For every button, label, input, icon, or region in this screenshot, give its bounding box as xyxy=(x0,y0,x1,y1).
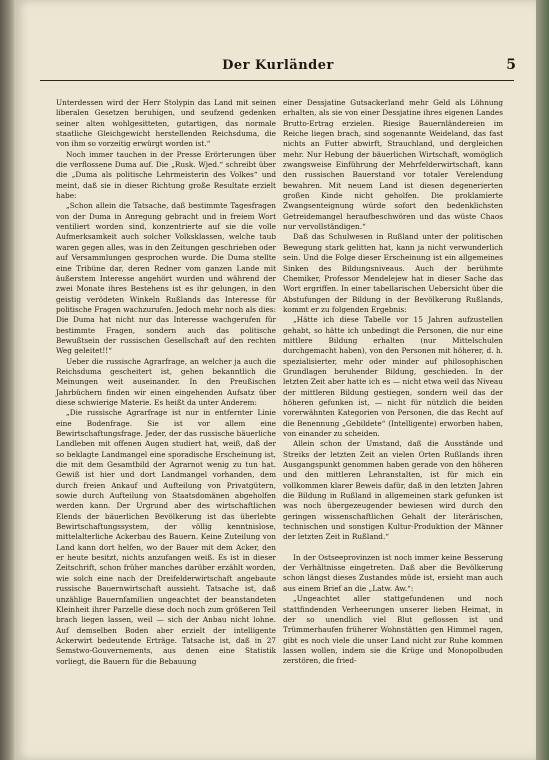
page-edge xyxy=(536,0,549,760)
header-rule xyxy=(40,80,514,81)
book-spine-shadow xyxy=(0,0,14,760)
paragraph: einer Dessjatine Gutsackerland mehr Geld als Löhnung erhalten, als sie von einer Dessjatine ihres eigenen Landes Brutto-Ertrag erzielen. Riesige Bauernländereien im Reiche liegen brach, sind sogenannte Weideland, das fast nichts an Futter abwirft, Strauchland, und dergleichen mehr. Nur Hebung der bäuerlichen Wirtschaft, womöglich zwangsweise Einführung der Mehrfelderwirtschaft, kann den russischen Bauerstand vor totaler Verelendung bewahren. Mit neuem Land ist diesen degenerierten großen Kinde nicht geholfen. Die proklamierte Zwangsenteignung würde sofort den bedenklichsten Getreidemangel heraufbeschwören und das wüste Chaos nur vervollständigen.“ xyxy=(283,98,503,232)
paragraph: „Schon allein die Tatsache, daß bestimmte Tagesfragen von der Duma in Anregung gebracht und in freiem Wort ventiliert worden sind, konzentrierte auf sie die volle Aufmerksamkeit auch solcher Volksklassen, welche taub waren gegen alles, was in den Zeitungen geschrieben oder auf Versammlungen gesprochen wurde. Die Duma stellte eine Tribüne dar, deren Redner vom ganzen Lande mit äußerstem Interesse angehört wurden und während der zwei Monate ihres Bestehens ist es ihr gelungen, in den geistig verödeten Winkeln Rußlands das Interesse für politische Fragen wachzurufen. Jedoch mehr noch als dies: Die Duma hat nicht nur das Interesse wachgerufen für bestimmte Fragen, sondern auch das politische Bewußtsein der russischen Gesellschaft auf den rechten Weg geleitet!!“ xyxy=(56,201,276,356)
paragraph: Unterdessen wird der Herr Stolypin das Land mit seinen liberalen Gesetzen beruhigen, und seufzend gedenken seiner alten wohlgesitteten, gutartigen, das normale staatliche Gleichgewicht herstellenden Reichsduma, die von ihm so vorzeitig erwürgt worden ist.“ xyxy=(56,98,276,149)
paragraph: „Ungeachtet aller stattgefundenen und noch stattfindenden Verheerungen unserer lieben Heimat, in der so unendlich viel Blut geflossen ist und Trümmerhaufen früherer Wohnstätten gen Himmel ragen, gibt es noch viele die unser Land nicht zur Ruhe kommen lassen wollen, indem sie die Krüge und Monopolbuden zerstören, die fried- xyxy=(283,594,503,666)
text-column-left xyxy=(56,98,276,667)
paragraph: Noch immer tauchen in der Presse Erörterungen über die verflossene Duma auf. Die „Rusk. Wjed.“ schreibt über die „Duma als politische Lehrmeisterin des Volkes“ und meint, daß sie in dieser Richtung große Resultate erzielt habe: xyxy=(56,149,276,201)
paragraph: „Hätte ich diese Tabelle vor 15 Jahren aufzustellen gehabt, so hätte ich unbedingt die Personen, die nur eine mittlere Bildung erhalten (nur Mittelschulen durchgemacht haben), von den Personen mit höherer, d. h. spezialisierter, mehr oder minder auf philosophischen Grundlagen beruhender Bildung, geschieden. In der letzten Zeit aber hatte ich es — nicht etwa weil das Niveau der mittleren Bildung gestiegen, sondern weil das der höheren gefunken ist, — nicht für nützlich die beiden vorerwähnten Kategorien von Personen, die das Recht auf die Benennung „Gebildete“ (Intelligente) erworben haben, von einander zu scheiden. xyxy=(283,315,503,438)
paragraph: In der Ostseeprovinzen ist noch immer keine Besserung der Verhältnisse eingetreten. Daß aber die Bevölkerung schon längst dieses Zustandes müde ist, ersieht man auch aus einem Brief an die „Latw. Aw.“: xyxy=(283,552,503,593)
paragraph: Allein schon der Umstand, daß die Ausstände und Streiks der letzten Zeit an vielen Orten Rußlands ihren Ausgangspunkt genommen haben gerade von den höheren und den mittleren Lehranstalten, ist für mich ein vollkommen klarer Beweis dafür, daß in den letzten Jahren die Bildung in Rußland in allgemeinen stark gefunken ist was noch übergezeugender bewiesen wird durch den geringen wissenschaftlichen Gehalt der literärischen, technischen und sonstigen Kultur-Produktion der Männer der letzten Zeit in Rußland.“ xyxy=(283,439,503,542)
paragraph: Daß das Schulwesen in Rußland unter der politischen Bewegung stark gelitten hat, kann ja nicht verwunderlich sein. Und die Folge dieser Erscheinung ist ein allgemeines Sinken des Bildungsniveaus. Auch der berühmte Chemiker, Professor Mendelejew hat in dieser Sache das Wort ergriffen. In einer tabellarischen Uebersicht über die Abstufungen der Bildung in der Bevölkerung Rußlands, kommt er zu folgenden Ergebnis: xyxy=(283,232,503,314)
running-title: Der Kurländer xyxy=(222,58,334,73)
paragraph: „Die russische Agrarfrage ist nur in entfernter Linie eine Bodenfrage. Sie ist vor allem eine Bewirtschaftungsfrage. Jeder, der das russische bäuerliche Landleben mit offenen Augen studiert hat, weiß, daß der so beklagte Landmangel eine sporadische Erscheinung ist, die mit dem Gesamtbild der Agrarnot wenig zu tun hat. Gewiß ist hier und dort Landmangel vorhanden, dem durch freien Ankauf und Aufteilung von Privatgütern, sowie durch Aufteilung von Staatsdomänen abgeholfen werden kann. Der Urgrund aber des wirtschaftlichen Elends der bäuerlichen Bevölkerung ist das überlebte Bewirtschaftungssystem, der völlig kenntnislose, mittelalterliche Ackerbau des Bauern. Keine Zuteilung von Land kann dort helfen, wo der Bauer mit dem Acker, den er heute besitzt, nichts anzufangen weiß. Es ist in dieser Zeitschrift, schon früher manches darüber erzählt worden, wie solch eine nach der Dreifelderwirtschaft angebaute russische Bauernwirtschaft aussieht. Tatsache ist, daß unzählige Bauernfamilien ungeachtet der beanstandeten Kleinheit ihrer Parzelle diese doch noch zum größeren Teil brach liegen lassen, weil — sich der Anbau nicht lohne. Auf demselben Boden aber erzielt der intelligente Ackerwirt bedeutende Erträge. Tatsache ist, daß in 27 Semstwo-Gouvernements, aus denen eine Statistik vorliegt, die Bauern für die Bebauung xyxy=(56,408,276,666)
text-column-right xyxy=(283,98,503,667)
page-header xyxy=(40,58,516,76)
page-number: 5 xyxy=(506,57,516,73)
paragraph: Ueber die russische Agrarfrage, an welcher ja auch die Reichsduma gescheitert ist, gehen bekanntlich die Meinungen weit auseinander. In den Preußischen Jahrbüchern finden wir einen eingehenden Aufsatz über diese schwierige Materie. Es heißt da unter Anderem: xyxy=(56,356,276,407)
